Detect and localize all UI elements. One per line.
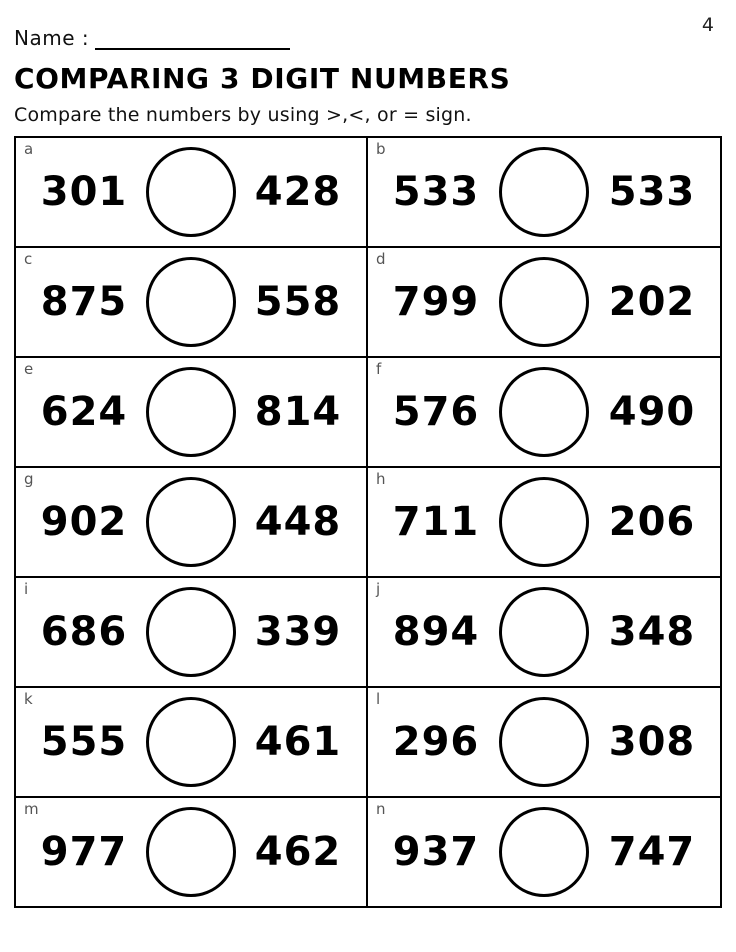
right-number: 747 xyxy=(608,829,696,875)
problem-grid xyxy=(14,136,722,908)
problem-letter: l xyxy=(376,690,381,708)
problem-cell-e xyxy=(16,358,368,466)
problem-cell-d xyxy=(368,248,720,356)
left-number: 301 xyxy=(40,169,128,215)
right-number: 461 xyxy=(254,719,342,765)
right-number: 348 xyxy=(608,609,696,655)
page-number: 4 xyxy=(701,14,714,36)
left-number: 686 xyxy=(40,609,128,655)
left-number: 576 xyxy=(392,389,480,435)
answer-circle[interactable] xyxy=(499,807,589,897)
problem-letter: d xyxy=(376,250,386,268)
problem-letter: a xyxy=(24,140,34,158)
problem-cell-f xyxy=(368,358,720,466)
problem-cell-g xyxy=(16,468,368,576)
right-number: 448 xyxy=(254,499,342,545)
right-number: 428 xyxy=(254,169,342,215)
left-number: 533 xyxy=(392,169,480,215)
problem-cell-j xyxy=(368,578,720,686)
problem-letter: f xyxy=(376,360,382,378)
left-number: 555 xyxy=(40,719,128,765)
left-number: 711 xyxy=(392,499,480,545)
table-row xyxy=(16,138,720,248)
name-label: Name : xyxy=(14,26,90,50)
right-number: 206 xyxy=(608,499,696,545)
right-number: 814 xyxy=(254,389,342,435)
answer-circle[interactable] xyxy=(499,147,589,237)
problem-cell-b xyxy=(368,138,720,246)
problem-letter: h xyxy=(376,470,386,488)
answer-circle[interactable] xyxy=(499,587,589,677)
answer-circle[interactable] xyxy=(499,367,589,457)
table-row xyxy=(16,468,720,578)
right-number: 462 xyxy=(254,829,342,875)
problem-cell-i xyxy=(16,578,368,686)
problem-letter: m xyxy=(24,800,39,818)
right-number: 533 xyxy=(608,169,696,215)
answer-circle[interactable] xyxy=(146,807,236,897)
table-row xyxy=(16,578,720,688)
table-row xyxy=(16,688,720,798)
answer-circle[interactable] xyxy=(146,367,236,457)
problem-cell-m xyxy=(16,798,368,906)
right-number: 202 xyxy=(608,279,696,325)
table-row xyxy=(16,358,720,468)
table-row xyxy=(16,798,720,908)
problem-cell-k xyxy=(16,688,368,796)
right-number: 339 xyxy=(254,609,342,655)
left-number: 296 xyxy=(392,719,480,765)
answer-circle[interactable] xyxy=(499,477,589,567)
right-number: 308 xyxy=(608,719,696,765)
answer-circle[interactable] xyxy=(146,477,236,567)
page-title: COMPARING 3 DIGIT NUMBERS xyxy=(14,62,511,95)
left-number: 937 xyxy=(392,829,480,875)
problem-cell-n xyxy=(368,798,720,906)
problem-letter: k xyxy=(24,690,33,708)
answer-circle[interactable] xyxy=(146,257,236,347)
answer-circle[interactable] xyxy=(146,697,236,787)
right-number: 558 xyxy=(254,279,342,325)
table-row xyxy=(16,248,720,358)
name-input-line[interactable] xyxy=(95,28,290,50)
answer-circle[interactable] xyxy=(499,697,589,787)
problem-letter: c xyxy=(24,250,33,268)
answer-circle[interactable] xyxy=(499,257,589,347)
instructions: Compare the numbers by using >,<, or = sign. xyxy=(14,104,472,126)
left-number: 977 xyxy=(40,829,128,875)
answer-circle[interactable] xyxy=(146,587,236,677)
left-number: 902 xyxy=(40,499,128,545)
left-number: 799 xyxy=(392,279,480,325)
problem-cell-h xyxy=(368,468,720,576)
left-number: 894 xyxy=(392,609,480,655)
problem-letter: e xyxy=(24,360,34,378)
right-number: 490 xyxy=(608,389,696,435)
problem-letter: j xyxy=(376,580,381,598)
problem-cell-l xyxy=(368,688,720,796)
answer-circle[interactable] xyxy=(146,147,236,237)
problem-letter: b xyxy=(376,140,386,158)
left-number: 875 xyxy=(40,279,128,325)
name-row xyxy=(14,0,722,50)
problem-letter: i xyxy=(24,580,29,598)
problem-cell-a xyxy=(16,138,368,246)
problem-letter: g xyxy=(24,470,34,488)
problem-letter: n xyxy=(376,800,386,818)
left-number: 624 xyxy=(40,389,128,435)
problem-cell-c xyxy=(16,248,368,356)
